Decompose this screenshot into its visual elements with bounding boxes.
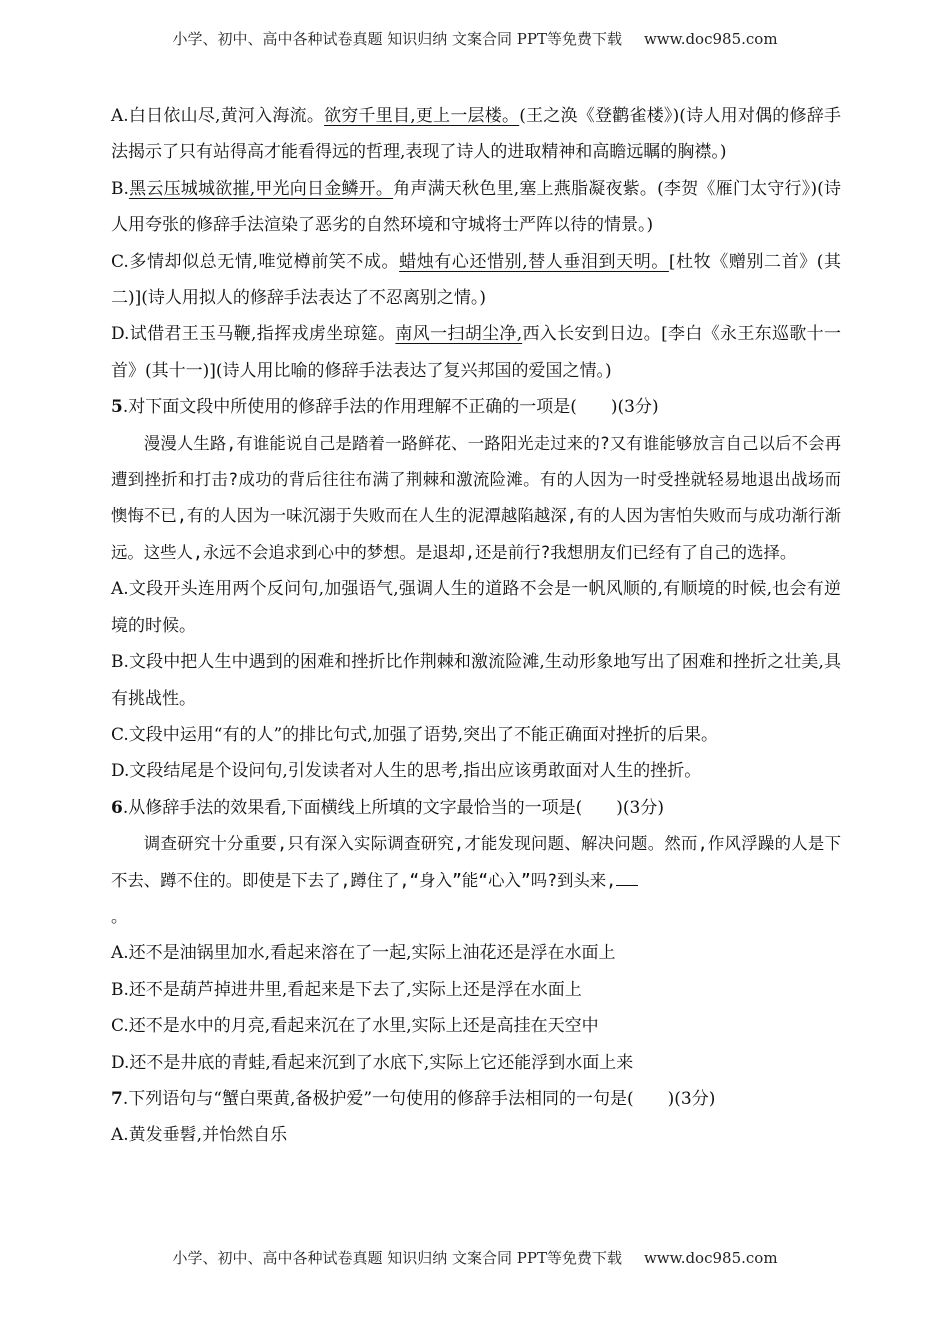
question-number: 5 xyxy=(111,397,123,418)
q4-option-c: C.多情却似总无情,唯觉樽前笑不成。蜡烛有心还惜别,替人垂泪到天明。[杜牧《赠别二首》(其二)](诗人用拟人的修辞手法表达了不忍离别之情。) xyxy=(111,251,841,309)
q6-passage: 调查研究十分重要,只有深入实际调查研究,才能发现问题、解决问题。然而,作风浮躁的人是下不去、蹲不住的。即使是下去了,蹲住了,“身入”能“心入”吗?到头来, 。 xyxy=(111,834,841,926)
q6-option-b: B.还不是葫芦掉进井里,看起来是下去了,实际上还是浮在水面上 xyxy=(111,979,582,1000)
q5-stem: 5.对下面文段中所使用的修辞手法的作用理解不正确的一项是( )(3分) xyxy=(111,397,659,418)
header-text: 小学、初中、高中各种试卷真题 知识归纳 文案合同 PPT等免费下载 xyxy=(172,30,622,48)
footer-text: 小学、初中、高中各种试卷真题 知识归纳 文案合同 PPT等免费下载 xyxy=(172,1249,622,1267)
q5-option-c: C.文段中运用“有的人”的排比句式,加强了语势,突出了不能正确面对挫折的后果。 xyxy=(111,724,718,745)
underlined-text: 欲穷千里目,更上一层楼。 xyxy=(324,106,520,126)
q5-option-b: B.文段中把人生中遇到的困难和挫折比作荆棘和激流险滩,生动形象地写出了困难和挫折之壮美,具有挑战性。 xyxy=(111,652,841,709)
q6-stem: 6.从修辞手法的效果看,下面横线上所填的文字最恰当的一项是( )(3分) xyxy=(111,797,664,818)
q5-option-a: A.文段开头连用两个反问句,加强语气,强调人生的道路不会是一帆风顺的,有顺境的时候,也会有逆境的时候。 xyxy=(111,579,841,636)
q4-option-b: B.黑云压城城欲摧,甲光向日金鳞开。角声满天秋色里,塞上燕脂凝夜紫。(李贺《雁门太守行》)(诗人用夸张的修辞手法渲染了恶劣的自然环境和守城将士严阵以待的情景。) xyxy=(111,178,841,236)
page-footer xyxy=(0,1247,950,1268)
q4-option-a: A.白日依山尽,黄河入海流。欲穷千里目,更上一层楼。(王之涣《登鹳雀楼》)(诗人用对偶的修辞手法揭示了只有站得高才能看得远的哲理,表现了诗人的进取精神和高瞻远瞩的胸襟。) xyxy=(111,106,841,163)
q5-option-d: D.文段结尾是个设问句,引发读者对人生的思考,指出应该勇敢面对人生的挫折。 xyxy=(111,761,702,782)
q6-option-a: A.还不是油锅里加水,看起来溶在了一起,实际上油花还是浮在水面上 xyxy=(111,943,616,964)
underlined-text: 蜡烛有心还惜别,替人垂泪到天明。 xyxy=(399,251,669,272)
question-number: 7 xyxy=(111,1088,123,1109)
footer-site-link[interactable]: www.doc985.com xyxy=(643,1249,778,1267)
header-site-link[interactable]: www.doc985.com xyxy=(643,30,778,48)
underlined-text: 南风一扫胡尘净, xyxy=(395,324,523,345)
q4-option-d: D.试借君王玉马鞭,指挥戎虏坐琼筵。南风一扫胡尘净,西入长安到日边。[李白《永王东巡歌十一首》(其十一)](诗人用比喻的修辞手法表达了复兴邦国的爱国之情。) xyxy=(111,324,841,381)
q5-passage: 漫漫人生路,有谁能说自己是踏着一路鲜花、一路阳光走过来的?又有谁能够放言自己以后不会再遭到挫折和打击?成功的背后往往布满了荆棘和激流险滩。有的人因为一时受挫就轻易地退出战场而懊悔不已,有的人因为一味沉溺于失败而在人生的泥潭越陷越深,有的人因为害怕失败而与成功渐行渐远。这些人,永远不会追求到心中的梦想。是退却,还是前行?我想朋友们已经有了自己的选择。 xyxy=(111,433,841,562)
page-header xyxy=(0,28,950,49)
underlined-text: 黑云压城城欲摧,甲光向日金鳞开。 xyxy=(128,178,394,199)
answer-blank[interactable] xyxy=(616,867,638,886)
q6-option-c: C.还不是水中的月亮,看起来沉在了水里,实际上还是高挂在天空中 xyxy=(111,1016,599,1037)
q6-option-d: D.还不是井底的青蛙,看起来沉到了水底下,实际上它还能浮到水面上来 xyxy=(111,1052,634,1073)
content xyxy=(111,98,841,1154)
q7-option-a: A.黄发垂髫,并怡然自乐 xyxy=(111,1125,288,1146)
q7-stem: 7.下列语句与“蟹白栗黄,备极护爱”一句使用的修辞手法相同的一句是( )(3分) xyxy=(111,1088,716,1109)
question-number: 6 xyxy=(111,797,123,818)
